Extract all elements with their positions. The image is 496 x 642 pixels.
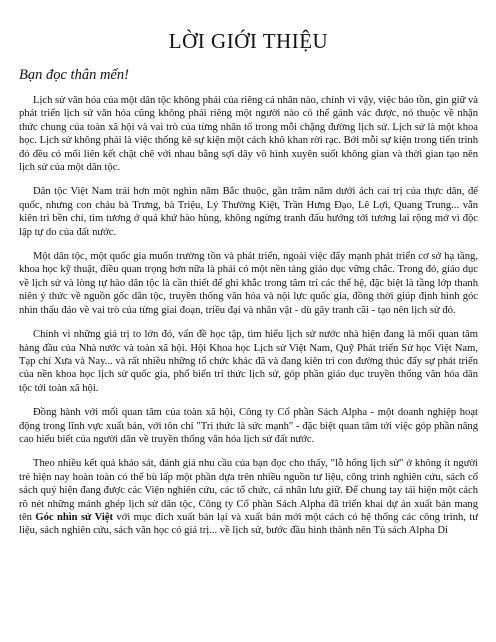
- paragraph-text: với mục đích xuất bản lại và xuất bản mới một cách có hệ thống các công trình, tư liệu, sách nghiên cứu, sách văn học có giá trị... về lịch sử, bước đầu hình thành nên Tủ sách Alpha Di: [19, 511, 479, 537]
- body-paragraph-4: Chính vì những giá trị to lớn đó, vấn đề học tập, tìm hiểu lịch sử nước nhà hiện đang là mối quan tâm hàng đầu của Nhà nước và toàn xã hội. Hội Khoa học Lịch sử Việt Nam, Quỹ Phát triển Sử học Việt Nam, Tạp chí Xưa và Nay... và rất nhiều những tổ chức khác đã và đang kiên trì con đường thúc đẩy sự phát triển của nền khoa học lịch sử quốc gia, phổ biến tri thức lịch sử, góp phần giáo dục truyền thống văn hóa dân tộc tới toàn xã hội.: [19, 329, 478, 394]
- series-name: Góc nhìn sử Việt: [35, 511, 114, 523]
- page-title: LỜI GIỚI THIỆU: [168, 29, 329, 53]
- body-paragraph-5: Đồng hành với mối quan tâm của toàn xã hội, Công ty Cổ phần Sách Alpha - một doanh nghiệp hoạt động trong lĩnh vực xuất bản, với tôn chỉ "Tri thức là sức mạnh" - đặc biệt quan tâm tới việc góp phần nâng cao hiểu biết của người dân về truyền thống văn hóa lịch sử đất nước.: [19, 407, 478, 445]
- body-paragraph-2: Dân tộc Việt Nam trải hơn một nghìn năm Bắc thuộc, gần trăm năm dưới ách cai trị của thực dân, đế quốc, nhưng con cháu bà Trưng, bà Triệu, Lý Thường Kiệt, Trần Hưng Đạo, Lê Lợi, Quang Trung... vẫn kiên trì bền chí, tìm tương ở quá khứ hào hùng, không ngừng tranh đấu hướng tới tương lai rộng mở vì độc lập tự do của đất nước.: [19, 186, 478, 238]
- paragraph-text: Theo nhiều kết quả khảo sát, đánh giá nhu cầu của bạn đọc cho thấy, "lỗ hổng lịch sử" ở không ít người trẻ hiện nay hoàn toàn có thể bù lấp một phần dựa trên nhiều nguồn tư liệu, công trình nghiên cứu, sách cổ sách quý hiện đang được các Viện nghiên cứu, các tổ chức, cá nhân lưu giữ. Để chung tay tái hiện một cách rõ nét những mảnh ghép lịch sử dân tộc, Công ty Cổ phần Sách Alpha đã triển khai dự án xuất bản mang tên: [19, 458, 478, 523]
- greeting: Bạn đọc thân mến!: [19, 67, 129, 83]
- body-paragraph-6: [19, 457, 478, 537]
- body-paragraph-1: Lịch sử văn hóa của một dân tộc không phải của riêng cá nhân nào, chính vì vậy, việc bảo tồn, gìn giữ và phát triển lịch sử văn hóa cũng không phải riêng một người nào có thể gánh vác được, nó thuộc về nhận thức chung của toàn xã hội và vai trò của từng nhân tố trong mỗi chặng đường lịch sử. Lịch sử là một khoa học. Lịch sử không phải là việc thống kê sự kiện một cách khô khan rời rạc. Bởi mỗi sự kiện trong tiến trình đó đều có mối liên kết chặt chẽ với nhau bằng sợi dây vô hình xuyên suốt không gian và thời gian tạo nên lịch sử của một dân tộc.: [19, 95, 479, 174]
- body-paragraph-3: Một dân tộc, một quốc gia muốn trường tồn và phát triển, ngoài việc đẩy mạnh phát triển cơ sở hạ tầng, khoa học kỹ thuật, điều quan trọng hơn nữa là phải có một nền tảng giáo dục vững chắc. Trong đó, giáo dục về lịch sử và lòng tự hào dân tộc là cần thiết để ghi khắc trong tâm trí các thế hệ, đặc biệt là tầng lớp thanh niên ý thức về nguồn gốc dân tộc, truyền thống văn hóa và nội lực quốc gia, đồng thời giúp định hình góc nhìn thấu đáo về vai trò của từng giai đoạn, triều đại và nhân vật - dù gây tranh cãi - tạo nên lịch sử đó.: [19, 251, 478, 316]
